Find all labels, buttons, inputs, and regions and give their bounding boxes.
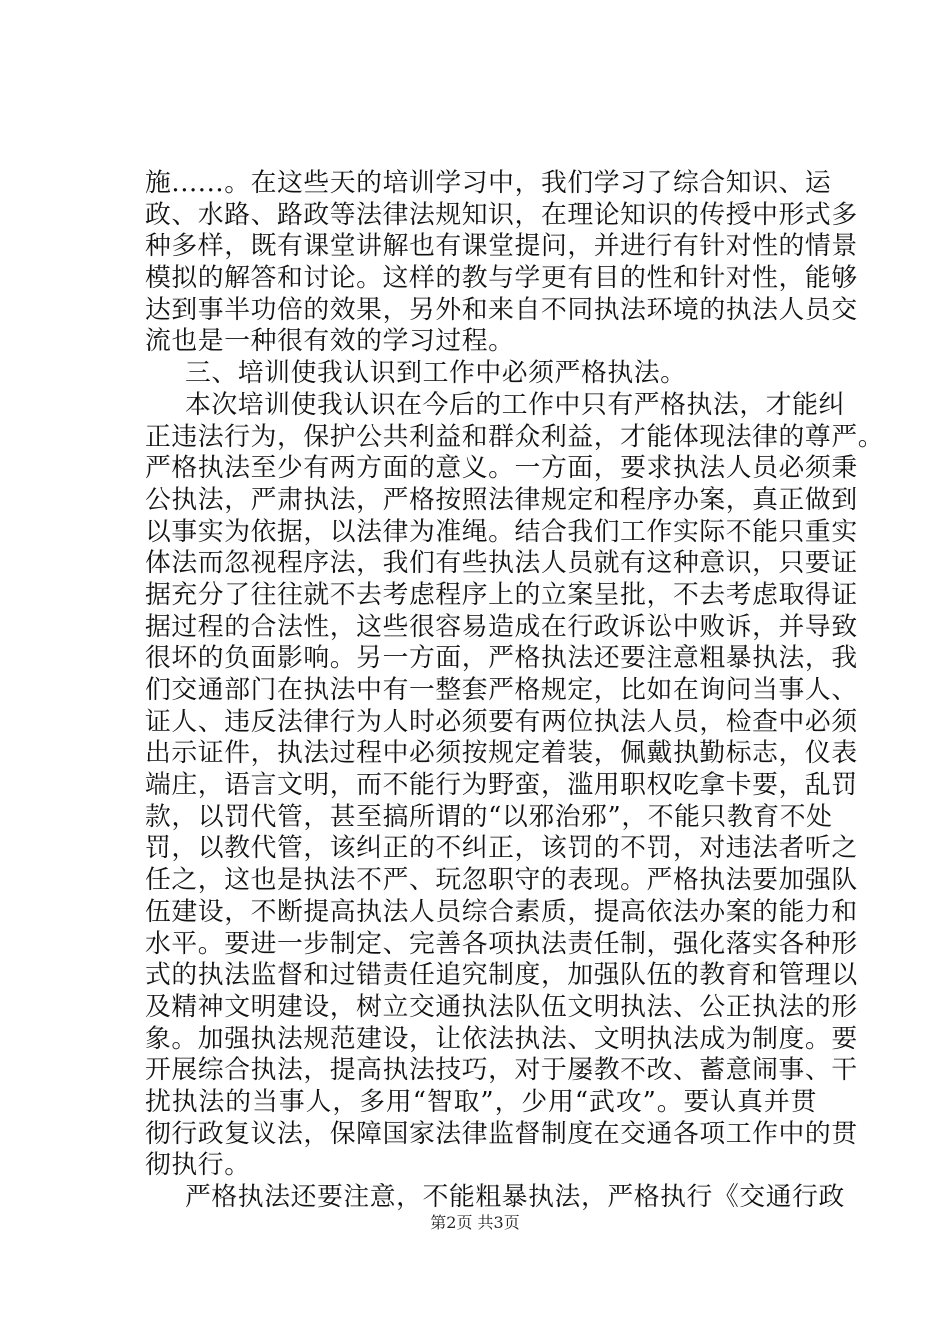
text-line: 证人、违反法律行为人时必须要有两位执法人员，检查中必须 (145, 706, 858, 737)
page-footer (0, 1213, 950, 1233)
text-line: 任之，这也是执法不严、玩忽职守的表现。严格执法要加强队 (145, 865, 858, 896)
text-line: 施......。在这些天的培训学习中，我们学习了综合知识、运 (145, 168, 832, 198)
text-line: 种多样，既有课堂讲解也有课堂提问，并进行有针对性的情景 (145, 231, 858, 262)
text-line: 款，以罚代管，甚至搞所谓的“以邪治邪”，不能只教育不处 (145, 801, 833, 832)
text-line: 公执法，严肃执法，严格按照法律规定和程序办案，真正做到 (145, 484, 858, 515)
text-line: 们交通部门在执法中有一整套严格规定，比如在询问当事人、 (145, 675, 858, 705)
text-line: 罚，以教代管，该纠正的不纠正，该罚的不罚，对违法者听之 (145, 833, 858, 864)
text-line: 出示证件，执法过程中必须按规定着装，佩戴执勤标志，仪表 (145, 738, 858, 769)
text-line: 扰执法的当事人，多用“智取”，少用“武攻”。要认真并贯 (145, 1086, 817, 1117)
text-line: 本次培训使我认识在今后的工作中只有严格执法，才能纠 (185, 389, 845, 420)
text-line: 据过程的合法性，这些很容易造成在行政诉讼中败诉，并导致 (145, 611, 858, 642)
text-line: 达到事半功倍的效果，另外和来自不同执法环境的执法人员交 (145, 294, 858, 325)
text-line: 彻行政复议法，保障国家法律监督制度在交通各项工作中的贯 (145, 1118, 858, 1149)
text-line: 端庄，语言文明，而不能行为野蛮，滥用职权吃拿卡要，乱罚 (145, 770, 858, 801)
text-line: 体法而忽视程序法，我们有些执法人员就有这种意识，只要证 (145, 548, 858, 579)
text-line: 模拟的解答和讨论。这样的教与学更有目的性和针对性，能够 (145, 263, 858, 294)
text-line: 象。加强执法规范建设，让依法执法、文明执法成为制度。要 (145, 1023, 858, 1054)
text-line: 彻执行。 (145, 1150, 251, 1181)
document-body (145, 168, 885, 1214)
text-line: 据充分了往往就不去考虑程序上的立案呈批，不去考虑取得证 (145, 579, 858, 610)
text-line: 及精神文明建设，树立交通执法队伍文明执法、公正执法的形 (145, 991, 858, 1022)
text-line: 流也是一种很有效的学习过程。 (145, 326, 515, 357)
text-line: 严格执法至少有两方面的意义。一方面，要求执法人员必须秉 (145, 453, 858, 484)
text-line: 正违法行为，保护公共利益和群众利益，才能体现法律的尊严。 (145, 421, 885, 452)
page-number-label: 第2页 共3页 (430, 1213, 520, 1232)
text-line: 以事实为依据，以法律为准绳。结合我们工作实际不能只重实 (145, 516, 858, 547)
text-line: 开展综合执法，提高执法技巧，对于屡教不改、蓄意闹事、干 (145, 1055, 858, 1086)
text-line: 式的执法监督和过错责任追究制度，加强队伍的教育和管理以 (145, 960, 858, 991)
section-heading: 三、培训使我认识到工作中必须严格执法。 (185, 358, 687, 389)
text-line: 伍建设，不断提高执法人员综合素质，提高依法办案的能力和 (145, 896, 858, 927)
text-line: 严格执法还要注意，不能粗暴执法，严格执行《交通行政 (185, 1182, 845, 1212)
text-line: 很坏的负面影响。另一方面，严格执法还要注意粗暴执法，我 (145, 643, 858, 674)
text-line: 水平。要进一步制定、完善各项执法责任制，强化落实各种形 (145, 928, 858, 959)
text-line: 政、水路、路政等法律法规知识，在理论知识的传授中形式多 (145, 199, 858, 230)
